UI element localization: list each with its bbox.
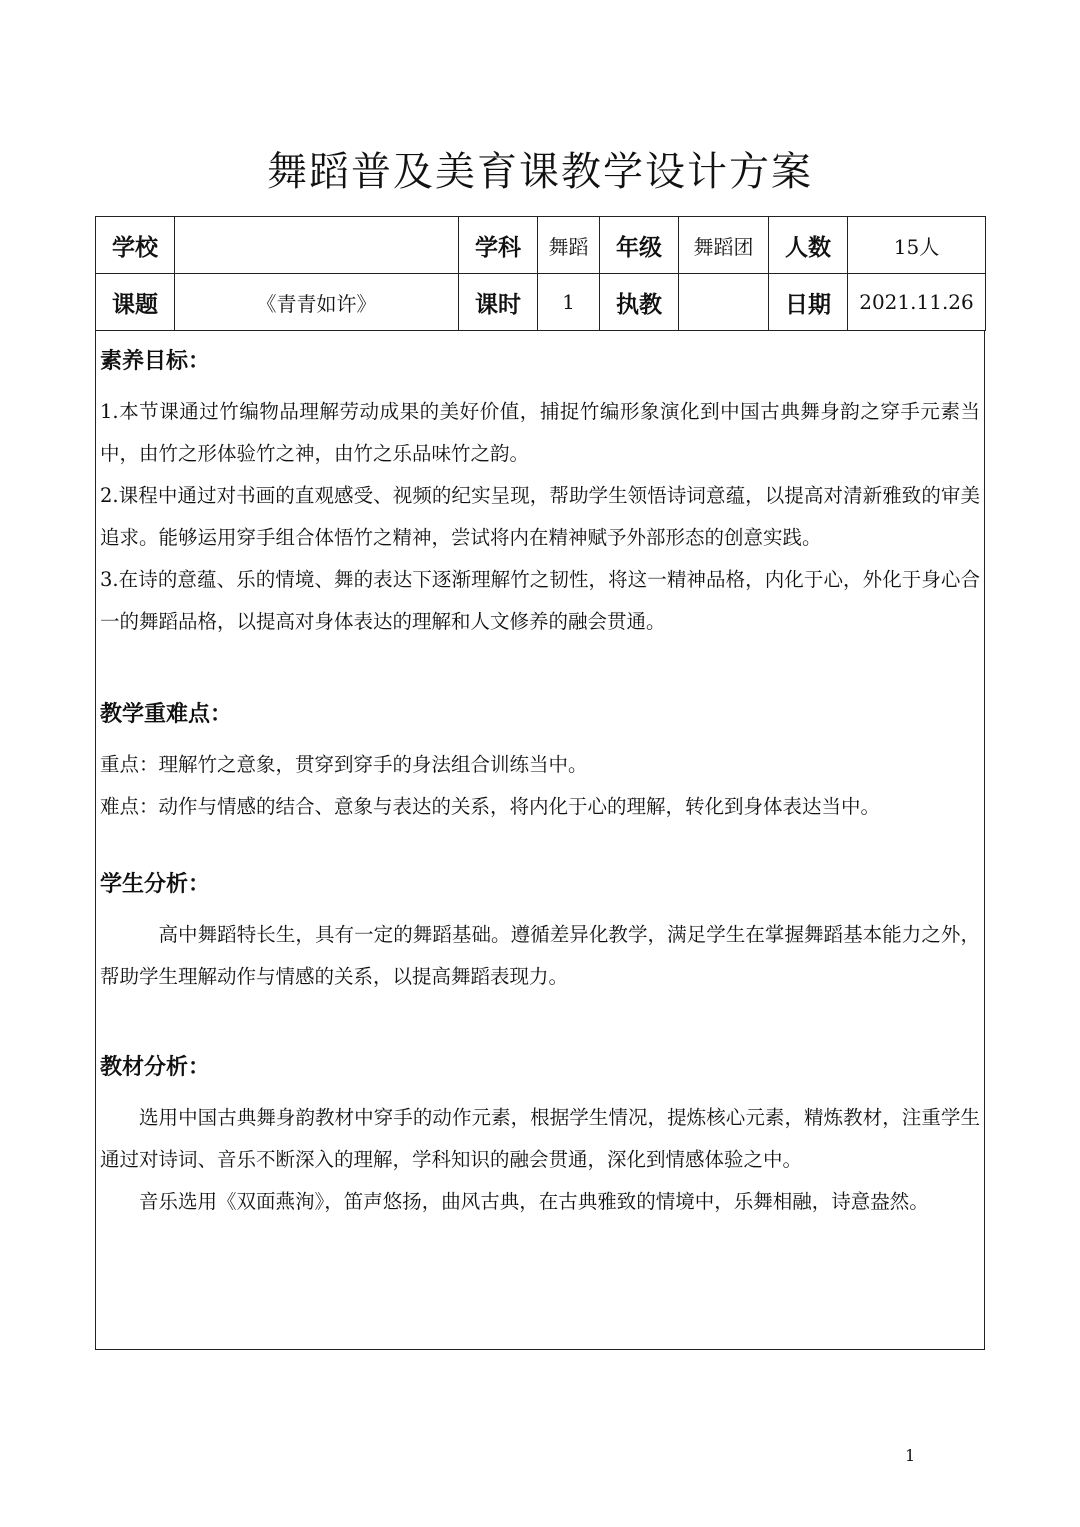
subject-value: 舞蹈: [538, 217, 600, 274]
grade-label: 年级: [600, 217, 679, 274]
goal-item-3: 3.在诗的意蕴、乐的情境、舞的表达下逐渐理解竹之韧性，将这一精神品格，内化于心，外化于身心合一的舞蹈品格，以提高对身体表达的理解和人文修养的融会贯通。: [100, 568, 980, 633]
key-points-section: [100, 700, 980, 828]
focus-text: 重点：理解竹之意象，贯穿到穿手的身法组合训练当中。: [100, 753, 588, 776]
materials-section: [100, 1053, 980, 1223]
materials-paragraph-1: 选用中国古典舞身韵教材中穿手的动作元素，根据学生情况，提炼核心元素，精炼教材，注重学生通过对诗词、音乐不断深入的理解，学科知识的融会贯通，深化到情感体验之中。: [100, 1106, 980, 1171]
teacher-label: 执教: [600, 274, 679, 331]
content-box: [95, 331, 985, 1350]
document-title: 舞蹈普及美育课教学设计方案: [267, 149, 813, 195]
goals-section: [100, 347, 980, 643]
difficulty-text: 难点：动作与情感的结合、意象与表达的关系，将内化于心的理解，转化到身体表达当中。: [100, 795, 881, 818]
materials-paragraph-2: 音乐选用《双面燕洵》，笛声悠扬，曲风古典，在古典雅致的情境中，乐舞相融，诗意盎然。: [139, 1190, 929, 1213]
students-heading: 学生分析：: [100, 872, 211, 897]
count-label: 人数: [769, 217, 848, 274]
students-text: 高中舞蹈特长生，具有一定的舞蹈基础。遵循差异化教学，满足学生在掌握舞蹈基本能力之外，帮助学生理解动作与情感的关系，以提高舞蹈表现力。: [100, 923, 980, 988]
key-points-heading: 教学重难点：: [100, 702, 233, 727]
subject-label: 学科: [459, 217, 538, 274]
goal-item-2: 2.课程中通过对书画的直观感受、视频的纪实呈现，帮助学生领悟诗词意蕴，以提高对清新雅致的审美追求。能够运用穿手组合体悟竹之精神，尝试将内在精神赋予外部形态的创意实践。: [100, 484, 980, 549]
info-row-2: [96, 274, 986, 331]
teacher-value: [679, 274, 769, 331]
info-row-1: [96, 217, 986, 274]
period-label: 课时: [459, 274, 538, 331]
students-section: [100, 870, 980, 998]
school-label: 学校: [96, 217, 175, 274]
goals-heading: 素养目标：: [100, 349, 211, 374]
date-value: 2021.11.26: [848, 274, 986, 331]
grade-value: 舞蹈团: [679, 217, 769, 274]
topic-label: 课题: [96, 274, 175, 331]
page-number: 1: [905, 1446, 916, 1465]
info-table: [95, 216, 986, 331]
period-value: 1: [538, 274, 600, 331]
count-value: 15人: [848, 217, 986, 274]
school-value: [175, 217, 459, 274]
goal-item-1: 1.本节课通过竹编物品理解劳动成果的美好价值，捕捉竹编形象演化到中国古典舞身韵之穿手元素当中，由竹之形体验竹之神，由竹之乐品味竹之韵。: [100, 400, 980, 465]
topic-value: 《青青如许》: [175, 274, 459, 331]
date-label: 日期: [769, 274, 848, 331]
materials-heading: 教材分析：: [100, 1055, 211, 1080]
